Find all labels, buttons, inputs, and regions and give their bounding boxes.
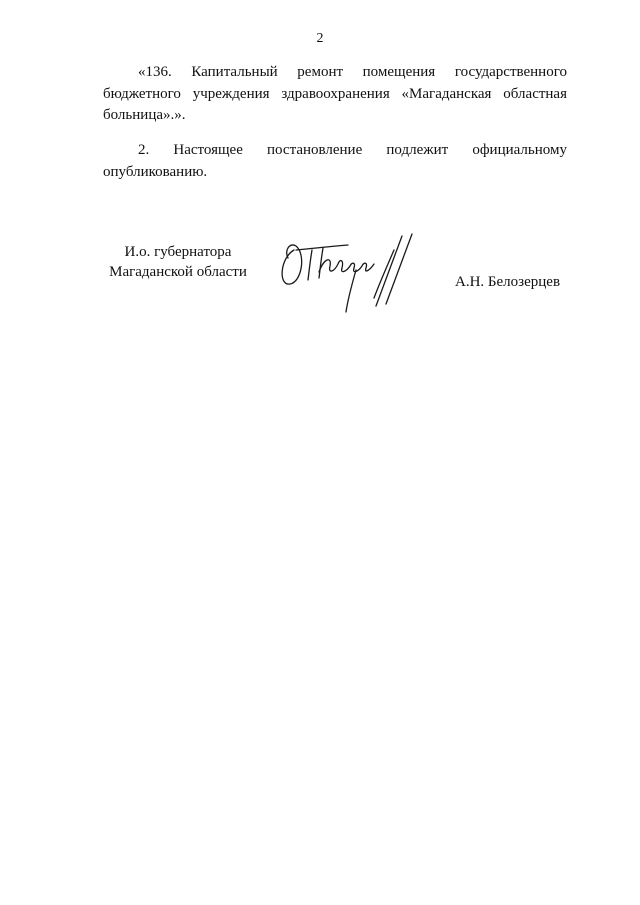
paragraph-first-line: 2. Настоящее постановление подлежит официальному	[138, 142, 567, 158]
page-number: 2	[316, 31, 324, 46]
signer-title-line-1: И.о. губернатора	[124, 244, 232, 260]
paragraph-continuation: бюджетного учреждения здравоохранения «Магаданская областная больница».».	[103, 85, 567, 123]
paragraph-publication	[103, 140, 567, 183]
paragraph-item-136	[103, 62, 567, 127]
signer-name: А.Н. Белозерцев	[455, 274, 561, 290]
signer-title-line-2: Магаданской области	[109, 264, 247, 280]
handwritten-signature	[276, 228, 436, 318]
paragraph-first-line: «136. Капитальный ремонт помещения государственного	[138, 64, 567, 80]
signer-title	[103, 242, 253, 282]
paragraph-continuation: опубликованию.	[103, 163, 208, 180]
